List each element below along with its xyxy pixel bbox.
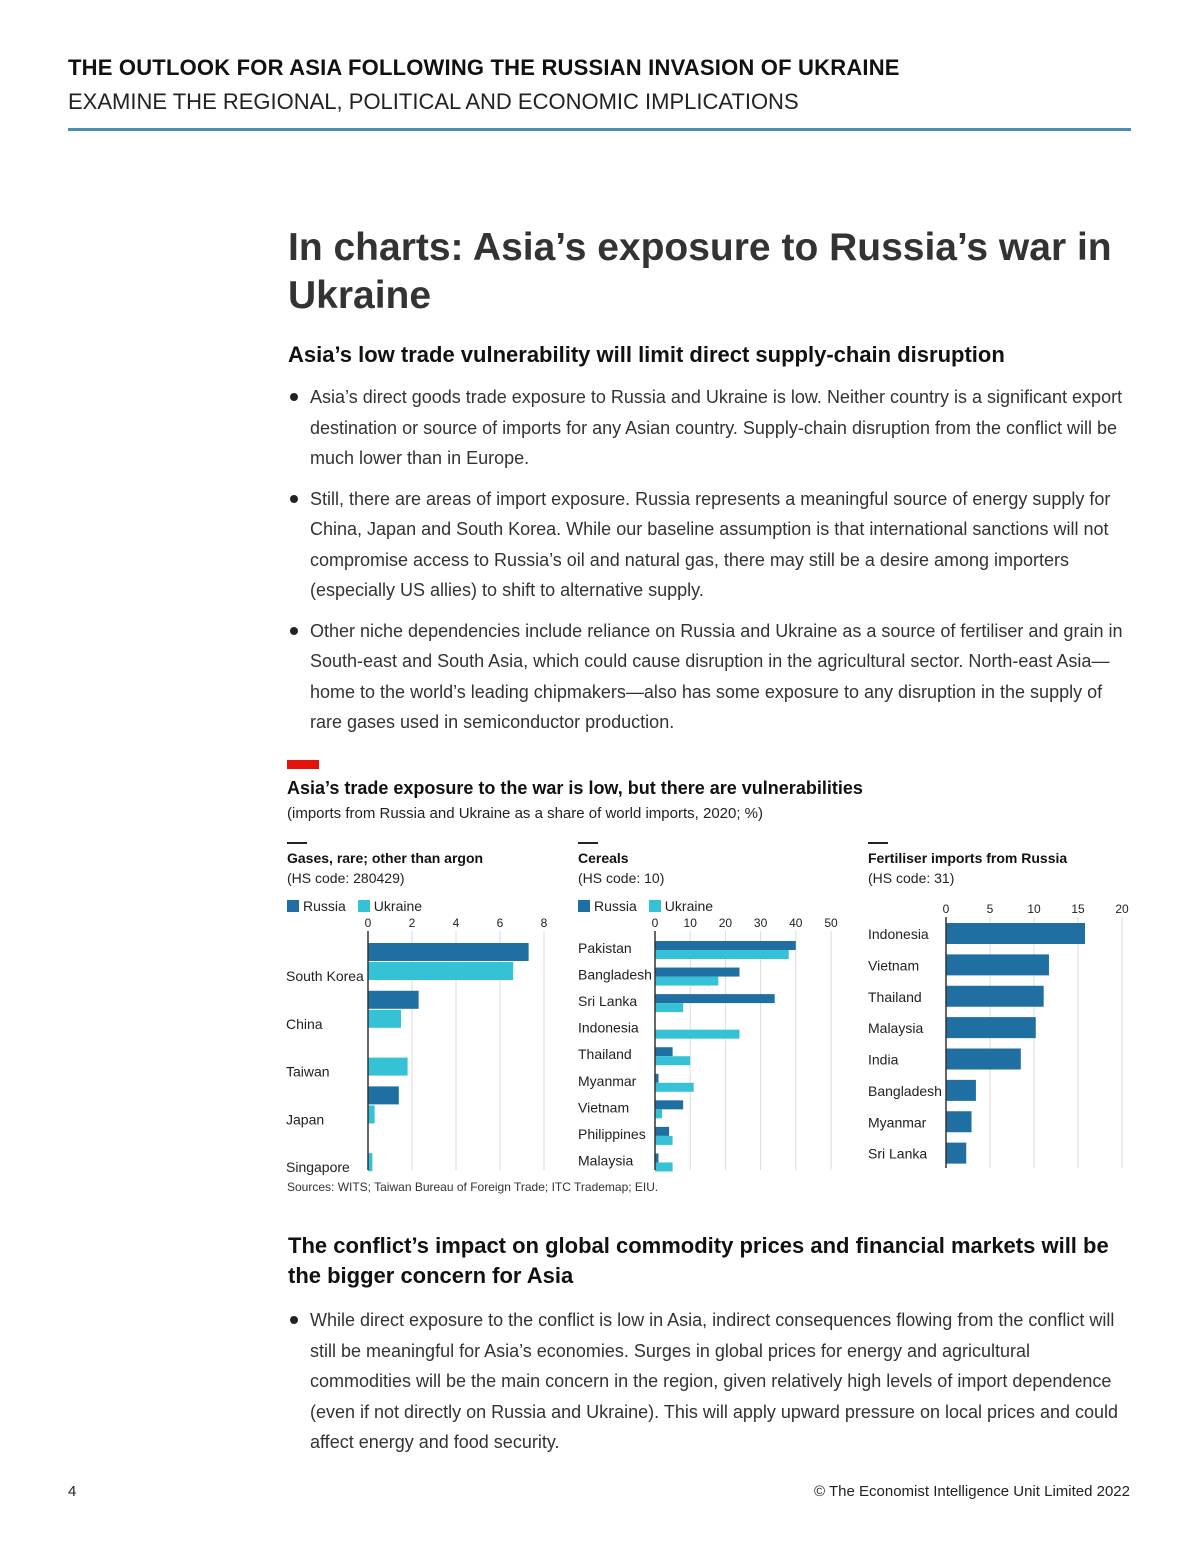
category-label: Thailand [578, 1046, 632, 1063]
category-label: South Korea [286, 968, 364, 984]
tick-label: 5 [986, 902, 994, 916]
category-label: Myanmar [868, 1114, 927, 1131]
article-title: In charts: Asia’s exposure to Russia’s war in Ukraine [288, 226, 1112, 317]
bar-ukraine [655, 1003, 683, 1012]
tick-label: 40 [789, 916, 803, 930]
tick-label: 0 [651, 916, 659, 930]
chart-cereals [572, 915, 847, 1175]
category-label: Vietnam [868, 957, 920, 974]
category-label: Indonesia [868, 926, 929, 942]
tick-label: 20 [1115, 902, 1129, 916]
section-heading-2: The conflict’s impact on global commodity prices and financial markets will be the bigger concern for Asia [288, 1233, 1109, 1288]
tick-label: 8 [540, 916, 548, 930]
bar-russia [368, 991, 419, 1009]
legend-item-ukraine [649, 898, 713, 914]
legend-gases [287, 898, 422, 914]
panel-code-gases: (HS code: 280429) [287, 870, 405, 886]
bar-russia [946, 1017, 1036, 1038]
bullet-dot [290, 495, 298, 503]
tick-label: 15 [1071, 902, 1085, 916]
category-label: Indonesia [578, 1019, 639, 1036]
legend-label-ukraine: Ukraine [373, 898, 423, 914]
legend-cereals [578, 898, 713, 914]
header-divider [68, 128, 1131, 131]
bar-ukraine [655, 1162, 673, 1171]
bullet-item [288, 616, 1128, 738]
category-label: Singapore [286, 1159, 350, 1176]
panel-rule [578, 842, 598, 844]
panel-rule [287, 842, 307, 844]
bar-russia [946, 923, 1085, 944]
bar-russia [655, 968, 739, 977]
bar-russia [655, 1100, 683, 1109]
bar-ukraine [655, 1056, 690, 1065]
bar-russia [655, 1047, 673, 1056]
tick-label: 50 [824, 916, 838, 930]
legend-label-ukraine: Ukraine [664, 898, 714, 914]
bar-russia [946, 1080, 976, 1101]
figure-sources: Sources: WITS; Taiwan Bureau of Foreign Trade; ITC Trademap; EIU. [287, 1180, 659, 1194]
bar-russia [946, 986, 1044, 1007]
bar-ukraine [655, 1109, 662, 1118]
bar-ukraine [655, 1136, 673, 1145]
bullet-dot [290, 1316, 298, 1324]
bar-russia [655, 1127, 669, 1136]
figure-subtitle: (imports from Russia and Ukraine as a share of world imports, 2020; %) [287, 805, 764, 822]
bullet-list-1 [288, 382, 1128, 748]
category-label: India [868, 1051, 899, 1068]
page-number: 4 [68, 1483, 77, 1500]
copyright: © The Economist Intelligence Unit Limited 2022 [814, 1483, 1130, 1500]
legend-item-russia [578, 898, 637, 914]
panel-title-gases: Gases, rare; other than argon [287, 850, 484, 866]
bar-russia [946, 1049, 1021, 1070]
report-title: THE OUTLOOK FOR ASIA FOLLOWING THE RUSSIAN INVASION OF UKRAINE [68, 55, 900, 80]
bullet-list-2 [288, 1305, 1128, 1468]
bar-ukraine [655, 1030, 739, 1039]
panel-title-cereals: Cereals [578, 850, 629, 866]
legend-swatch-ukraine [358, 900, 370, 912]
figure-red-tag [287, 760, 319, 769]
tick-label: 2 [408, 916, 416, 930]
bullet-text: Other niche dependencies include reliance on Russia and Ukraine as a source of fertiliser and grain in South-east and South Asia, which could cause disruption in the agricultural sector. North-east Asia—home to the world’s leading chipmakers—also has some exposure to any disruption in the supply of rare gases used in semiconductor production. [310, 620, 1123, 732]
panel-code-fertiliser: (HS code: 31) [868, 870, 955, 886]
bar-ukraine [655, 1083, 694, 1092]
legend-swatch-russia [287, 900, 299, 912]
bullet-item [288, 382, 1128, 474]
bar-russia [946, 1111, 972, 1132]
bar-ukraine [368, 1010, 401, 1028]
bar-russia [946, 954, 1049, 975]
category-label: Sri Lanka [868, 1145, 928, 1162]
bullet-text: Asia’s direct goods trade exposure to Russia and Ukraine is low. Neither country is a significant export destination or source of imports for any Asian country. Supply-chain disruption from the conflict will be much lower than in Europe. [310, 387, 1123, 468]
chart-fertiliser [862, 900, 1134, 1175]
legend-item-ukraine [358, 898, 422, 914]
bar-russia [368, 943, 529, 961]
bar-ukraine [655, 950, 789, 959]
tick-label: 10 [683, 916, 697, 930]
category-label: Philippines [578, 1125, 646, 1142]
bar-ukraine [655, 977, 718, 986]
chart-gases [280, 915, 560, 1175]
report-subtitle: EXAMINE THE REGIONAL, POLITICAL AND ECONOMIC IMPLICATIONS [68, 89, 799, 114]
category-label: China [286, 1015, 323, 1032]
category-label: Japan [286, 1111, 325, 1128]
bar-russia [655, 941, 796, 950]
category-label: Vietnam [578, 1099, 630, 1116]
bullet-item [288, 484, 1128, 606]
bar-russia [655, 994, 775, 1003]
panel-title-fertiliser: Fertiliser imports from Russia [868, 850, 1068, 866]
category-label: Pakistan [578, 940, 632, 956]
bullet-dot [290, 627, 298, 635]
bullet-dot [290, 393, 298, 401]
category-label: Taiwan [286, 1063, 330, 1080]
panel-code-cereals: (HS code: 10) [578, 870, 665, 886]
category-label: Bangladesh [868, 1082, 942, 1099]
category-label: Bangladesh [578, 966, 652, 983]
bullet-text: Still, there are areas of import exposure. Russia represents a meaningful source of energy supply for China, Japan and South Korea. While our baseline assumption is that international sanctions will not compromise access to Russia’s oil and natural gas, there may still be a desire among importers (especially US allies) to shift to alternative supply. [310, 488, 1111, 600]
category-label: Thailand [868, 988, 922, 1005]
tick-label: 6 [496, 916, 504, 930]
category-label: Myanmar [578, 1072, 637, 1089]
tick-label: 4 [452, 916, 460, 930]
tick-label: 20 [718, 916, 733, 930]
bar-ukraine [368, 1058, 408, 1076]
bar-russia [946, 1143, 966, 1164]
section-heading-1: Asia’s low trade vulnerability will limit direct supply-chain disruption [288, 342, 1005, 367]
bar-russia [368, 1086, 399, 1104]
legend-swatch-russia [578, 900, 590, 912]
bullet-text: While direct exposure to the conflict is low in Asia, indirect consequences flowing from the conflict will still be meaningful for Asia’s economies. Surges in global prices for energy and agricultural commodities will be the main concern in the region, given relatively high levels of import dependence (even if not directly on Russia and Ukraine). This will apply upward pressure on local prices and could affect energy and food security. [310, 1310, 1119, 1452]
legend-item-russia [287, 898, 346, 914]
panel-rule [868, 842, 888, 844]
legend-label-russia: Russia [594, 898, 637, 914]
tick-label: 10 [1027, 902, 1041, 916]
bar-ukraine [368, 962, 513, 980]
tick-label: 0 [942, 902, 950, 916]
bar-ukraine [368, 1105, 375, 1123]
category-label: Malaysia [868, 1020, 924, 1037]
figure-title: Asia’s trade exposure to the war is low, but there are vulnerabilities [287, 778, 863, 798]
legend-label-russia: Russia [303, 898, 346, 914]
category-label: Sri Lanka [578, 993, 638, 1010]
bullet-item [288, 1305, 1128, 1458]
tick-label: 0 [364, 916, 372, 930]
tick-label: 30 [753, 916, 768, 930]
legend-swatch-ukraine [649, 900, 661, 912]
category-label: Malaysia [578, 1152, 634, 1169]
